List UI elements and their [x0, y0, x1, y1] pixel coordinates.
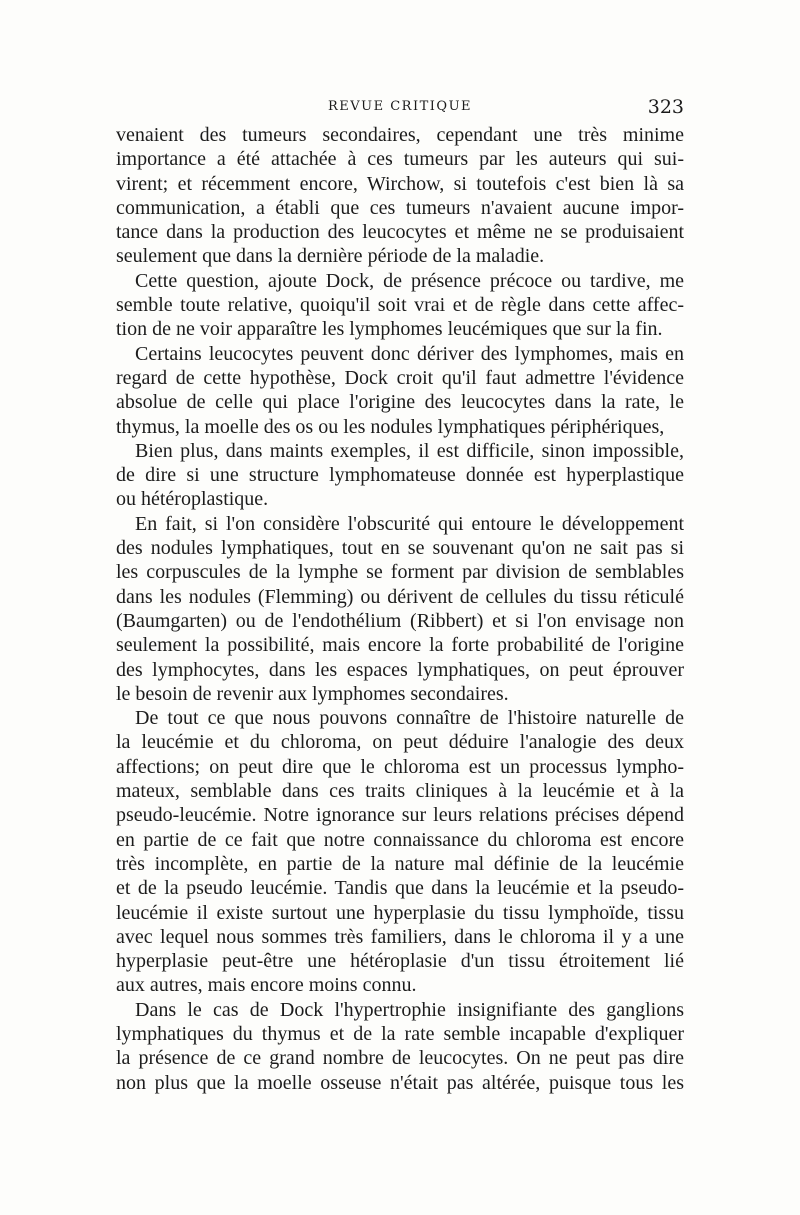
text-line: le besoin de revenir aux lymphomes secondaires.	[116, 682, 509, 705]
text-line: De tout ce que nous pouvons connaître de l'histoire naturelle de	[135, 707, 684, 730]
text-line: communication, a établi que ces tumeurs n'avaient aucune impor-	[116, 196, 684, 219]
text-line: la présence de ce grand nombre de leucocytes. On ne peut pas dire	[116, 1047, 684, 1070]
text-line: avec lequel nous sommes très familiers, dans le chloroma il y a une	[116, 925, 684, 948]
text-line: tance dans la production des leucocytes et même ne se produisaient	[116, 221, 684, 244]
text-line: Cette question, ajoute Dock, de présence précoce ou tardive, me	[135, 269, 684, 292]
running-head	[116, 96, 684, 120]
text-line: Dans le cas de Dock l'hypertrophie insignifiante des ganglions	[135, 998, 684, 1021]
text-line: virent; et récemment encore, Wirchow, si toutefois c'est bien là sa	[116, 172, 684, 195]
text-line: non plus que la moelle osseuse n'était pas altérée, puisque tous les	[116, 1071, 684, 1094]
text-line: semble toute relative, quoiqu'il soit vrai et de règle dans cette affec-	[116, 294, 684, 317]
text-line: venaient des tumeurs secondaires, cependant une très minime	[116, 124, 684, 146]
text-line: Certains leucocytes peuvent donc dériver des lymphomes, mais en	[135, 342, 684, 365]
text-line: affections; on peut dire que le chloroma est un processus lympho-	[116, 755, 684, 778]
text-line: hyperplasie peut-être une hétéroplasie d'un tissu étroitement lié	[116, 950, 684, 973]
text-line: thymus, la moelle des os ou les nodules lymphatiques périphériques,	[116, 415, 665, 438]
text-line: (Baumgarten) ou de l'endothélium (Ribbert) et si l'on envisage non	[116, 609, 684, 632]
text-line: de dire si une structure lymphomateuse donnée est hyperplastique	[116, 464, 684, 487]
text-line: regard de cette hypothèse, Dock croit qu'il faut admettre l'évidence	[116, 366, 684, 389]
text-line: seulement la possibilité, mais encore la forte probabilité de l'origine	[116, 634, 684, 657]
text-line: importance a été attachée à ces tumeurs par les auteurs qui sui-	[116, 148, 684, 171]
text-line: pseudo-leucémie. Notre ignorance sur leurs relations précises dépend	[116, 804, 684, 827]
text-line: la leucémie et du chloroma, on peut déduire l'analogie des deux	[116, 731, 684, 754]
text-line: en partie de ce fait que notre connaissance du chloroma est encore	[116, 828, 684, 851]
text-line: très incomplète, en partie de la nature mal définie de la leucémie	[116, 852, 684, 875]
text-line: En fait, si l'on considère l'obscurité qui entoure le développement	[135, 512, 684, 535]
text-line: leucémie il existe surtout une hyperplasie du tissu lymphoïde, tissu	[116, 901, 684, 924]
text-line: lymphatiques du thymus et de la rate semble incapable d'expliquer	[116, 1022, 684, 1045]
text-line: Bien plus, dans maints exemples, il est difficile, sinon impossible,	[135, 439, 684, 462]
text-line: les corpuscules de la lymphe se forment par division de semblables	[116, 561, 684, 584]
text-line: aux autres, mais encore moins connu.	[116, 974, 417, 997]
running-title: REVUE CRITIQUE	[327, 99, 473, 114]
page-number: 323	[647, 96, 684, 118]
text-line: tion de ne voir apparaître les lymphomes leucémiques que sur la fin.	[116, 318, 663, 341]
text-line: des lymphocytes, dans les espaces lymphatiques, on peut éprouver	[116, 658, 684, 681]
text-line: et de la pseudo leucémie. Tandis que dans la leucémie et la pseudo-	[116, 877, 684, 900]
body-text	[116, 123, 684, 1095]
text-line: des nodules lymphatiques, tout en se souvenant qu'on ne sait pas si	[116, 537, 684, 560]
text-line: dans les nodules (Flemming) ou dérivent de cellules du tissu réticulé	[116, 585, 684, 608]
text-line: seulement que dans la dernière période de la maladie.	[116, 245, 545, 268]
text-line: mateux, semblable dans ces traits cliniques à la leucémie et à la	[116, 780, 684, 803]
text-line: absolue de celle qui place l'origine des leucocytes dans la rate, le	[116, 391, 684, 414]
text-line: ou hétéroplastique.	[116, 488, 269, 511]
